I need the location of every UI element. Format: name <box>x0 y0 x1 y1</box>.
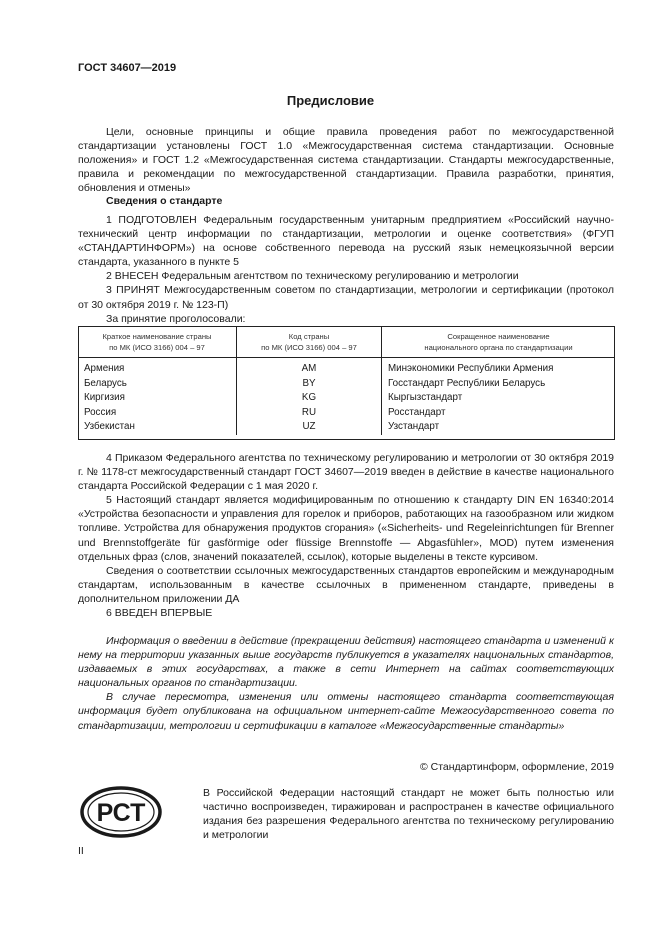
cell-country: Беларусь <box>84 377 127 389</box>
cell-body: Росстандарт <box>382 406 616 421</box>
rst-logo-icon <box>80 786 162 838</box>
item-6: 6 ВВЕДЕН ВПЕРВЫЕ <box>106 607 213 620</box>
header-body <box>382 326 616 358</box>
item-2: 2 ВНЕСЕН Федеральным агентством по техническому регулированию и метрологии <box>106 270 519 283</box>
cell-body: Госстандарт Республики Беларусь <box>382 377 616 392</box>
item-5: 5 Настоящий стандарт является модифицированным по отношению к стандарту DIN EN 16340:2014 «Устройства безопасности и управления для горелок и приборов, работающих на газообразном или жидком топливе. Устройства для обнаружения продуктов сгорания» («Sicherheits- und Regeleinrichtungen für Brenner und Brennstoffgeräte für gasförmige oder flüssige Brennstoffe — Abgasfühler», MOD) путем изменения отдельных фраз (слов, значений показателей, ссылок), которые выделены в тексте курсивом. <box>78 494 614 563</box>
cell-country: Россия <box>84 406 117 418</box>
header-code-line1: Код страны <box>288 331 330 341</box>
rst-logo-text: РСТ <box>96 799 146 827</box>
page-number: II <box>78 845 84 857</box>
table-row <box>78 406 615 421</box>
header-country <box>78 326 237 358</box>
intro-paragraph: Цели, основные принципы и общие правила проведения работ по межгосударственной стандартизации установлены ГОСТ 1.0 «Межгосударственная система стандартизации. Основные положения» и ГОСТ 1.2 «Межгосударственная система стандартизации. Стандарты межгосударственные, правила и рекомендации по межгосударственной стандартизации. Правила разработки, принятия, обновления и отмены» <box>78 126 614 195</box>
table-row <box>78 391 615 406</box>
cell-code: AM <box>237 362 382 377</box>
doc-number: ГОСТ 34607—2019 <box>78 62 177 74</box>
standard-info-block-2 <box>78 451 614 620</box>
cell-code: UZ <box>237 420 382 435</box>
item-3: 3 ПРИНЯТ Межгосударственным советом по стандартизации, метрологии и сертификации (протокол от 30 октября 2019 г. № 123-П) <box>78 284 614 311</box>
item-4: 4 Приказом Федерального агентства по техническому регулированию и метрологии от 30 октября 2019 г. № 1178-ст межгосударственный стандарт ГОСТ 34607—2019 введен в действие в качестве национального стандарта Российской Федерации с 1 мая 2020 г. <box>78 452 614 493</box>
intro-block <box>78 125 614 195</box>
info-paragraph-1: Информация о введении в действие (прекращении действия) настоящего стандарта и изменений к нему на территории указанных выше государств публикуется в указателях национальных стандартов, издаваемых в этих государствах, а также в сети Интернет на сайтах соответствующих национальных органов по стандартизации. <box>78 635 614 690</box>
copyright-notice <box>203 786 614 842</box>
cell-body: Узстандарт <box>382 420 616 435</box>
cell-code: BY <box>237 377 382 392</box>
info-block <box>78 634 614 733</box>
header-country-line2: по МК (ИСО 3166) 004 – 97 <box>109 342 205 352</box>
header-body-line2: национального органа по стандартизации <box>424 342 573 352</box>
rst-logo <box>80 786 162 838</box>
cell-code: KG <box>237 391 382 406</box>
item-3-vote: За принятие проголосовали: <box>106 312 246 325</box>
cell-code: RU <box>237 406 382 421</box>
item-5-references: Сведения о соответствии ссылочных межгосударственных стандартов европейским и международным стандартам, использованным в качестве ссылочных в примененном стандарте, приведены в дополнительном приложении ДА <box>78 564 614 605</box>
cell-country: Киргизия <box>84 392 125 404</box>
header-code <box>237 326 382 358</box>
section-title: Сведения о стандарте <box>106 195 223 207</box>
header-country-line1: Краткое наименование страны <box>102 331 212 341</box>
item-1: 1 ПОДГОТОВЛЕН Федеральным государственным унитарным предприятием «Российский научно-технический центр информации по стандартизации, метрологии и оценке соответствия» (ФГУП «СТАНДАРТИНФОРМ») на основе собственного перевода на русский язык немецкоязычной версии стандарта, указанного в пункте 5 <box>78 214 614 269</box>
table-header-row <box>78 326 615 358</box>
voting-table <box>78 326 615 435</box>
cell-country: Узбекистан <box>84 421 135 433</box>
table-row <box>78 377 615 392</box>
header-code-line2: по МК (ИСО 3166) 004 – 97 <box>261 342 357 352</box>
cell-body: Минэкономики Республики Армения <box>382 362 616 377</box>
notice-text: В Российской Федерации настоящий стандарт не может быть полностью или частично воспроизведен, тиражирован и распространен в качестве официального издания без разрешения Федерального агентства по техническому регулированию и метрологии <box>203 787 614 842</box>
table-row <box>78 362 615 377</box>
page-title: Предисловие <box>286 93 375 108</box>
header-body-line1: Сокращенное наименование <box>447 331 550 341</box>
table-row <box>78 420 615 435</box>
cell-body: Кыргызстандарт <box>382 391 616 406</box>
cell-country: Армения <box>84 363 125 374</box>
standard-info-block <box>78 213 614 326</box>
info-paragraph-2: В случае пересмотра, изменения или отмены настоящего стандарта соответствующая информация будет опубликована на официальном интернет-сайте Межгосударственного совета по стандартизации, метрологии и сертификации в каталоге «Межгосударственные стандарты» <box>78 691 614 732</box>
copyright: © Стандартинформ, оформление, 2019 <box>419 761 614 773</box>
